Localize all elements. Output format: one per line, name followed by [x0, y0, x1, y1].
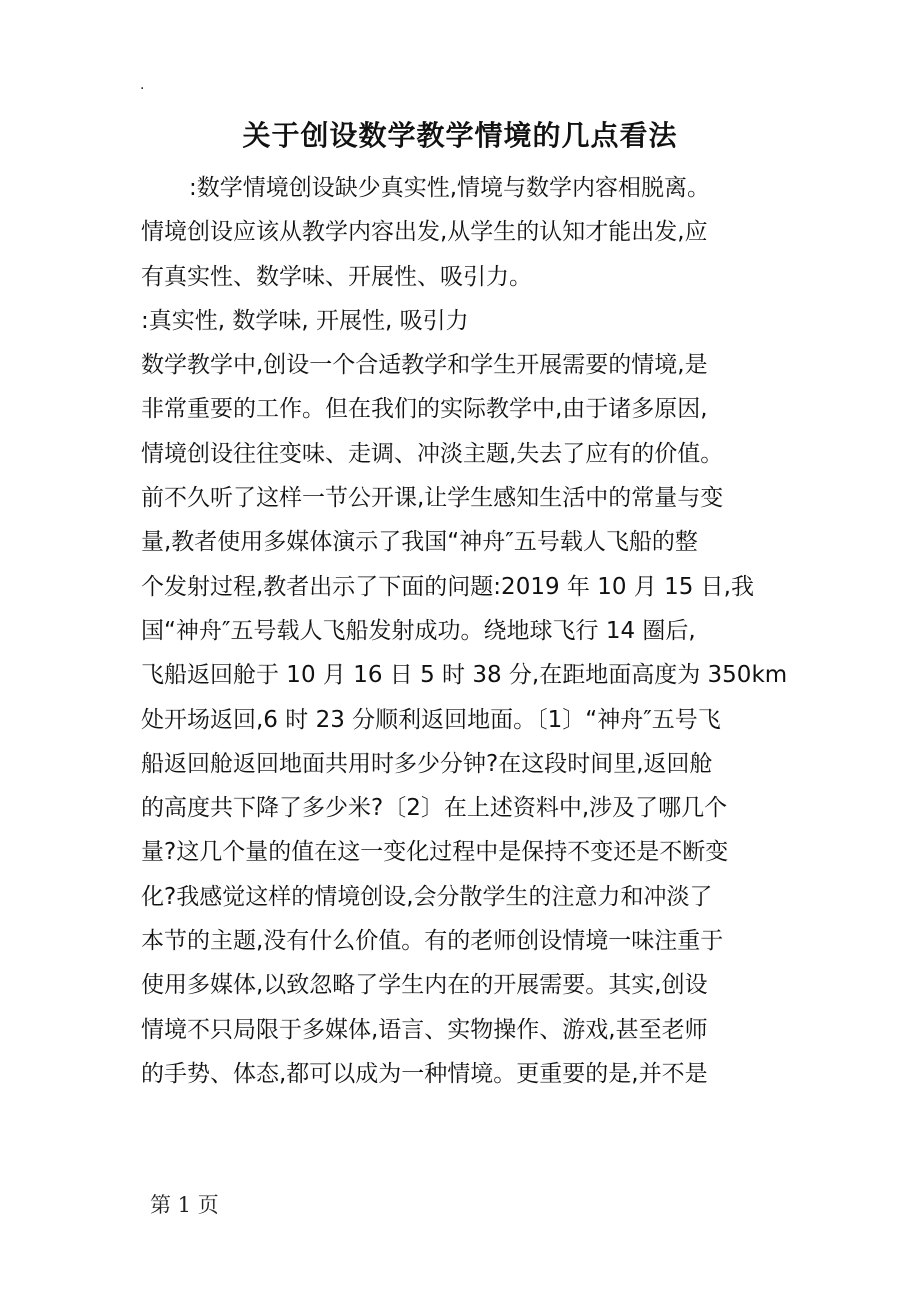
text-line: 使用多媒体,以致忽略了学生内在的开展需要。其实,创设: [141, 972, 708, 999]
text-line: 的手势、体态,都可以成为一种情境。更重要的是,并不是: [141, 1060, 708, 1087]
text-line: 量,教者使用多媒体演示了我国“神舟″五号载人飞船的整: [141, 529, 698, 556]
text-line: 国“神舟″五号载人飞船发射成功。绕地球飞行 14 圈后,: [141, 617, 696, 644]
text-line: 船返回舱返回地面共用时多少分钟?在这段时间里,返回舱: [141, 750, 713, 777]
text-line: 有真实性、数学味、开展性、吸引力。: [141, 263, 532, 290]
text-line: 本节的主题,没有什么价值。有的老师创设情境一味注重于: [141, 928, 724, 955]
text-line: 前不久听了这样一节公开课,让学生感知生活中的常量与变: [141, 485, 724, 512]
text-line: 的高度共下降了多少米?〔2〕在上述资料中,涉及了哪几个: [141, 795, 728, 822]
text-line: 量?这几个量的值在这一变化过程中是保持不变还是不断变: [141, 839, 729, 866]
text-line: 个发射过程,教者出示了下面的问题:2019 年 10 月 15 日,我: [141, 573, 754, 600]
text-line: 化?我感觉这样的情境创设,会分散学生的注意力和冲淡了: [141, 883, 713, 910]
header-mark: .: [140, 77, 145, 93]
document-title: 关于创设数学教学情境的几点看法: [242, 119, 678, 152]
text-line: :数学情境创设缺少真实性,情境与数学内容相脱离。: [189, 175, 711, 201]
body-text: [141, 166, 788, 1096]
text-line: :真实性, 数学味, 开展性, 吸引力: [141, 307, 469, 334]
page-number: 第 1 页: [150, 1193, 219, 1217]
text-line: 飞船返回舱于 10 月 16 日 5 时 38 分,在距地面高度为 350km: [141, 662, 788, 689]
text-line: 情境创设往往变味、走调、冲淡主题,失去了应有的价值。: [141, 440, 724, 467]
text-line: 数学教学中,创设一个合适教学和学生开展需要的情境,是: [141, 352, 708, 379]
text-line: 非常重要的工作。但在我们的实际教学中,由于诸多原因,: [141, 396, 708, 423]
text-line: 情境创设应该从教学内容出发,从学生的认知才能出发,应: [141, 219, 708, 246]
text-line: 处开场返回,6 时 23 分顺利返回地面。〔1〕“神舟″五号飞: [141, 706, 721, 733]
text-line: 情境不只局限于多媒体,语言、实物操作、游戏,甚至老师: [141, 1016, 708, 1043]
